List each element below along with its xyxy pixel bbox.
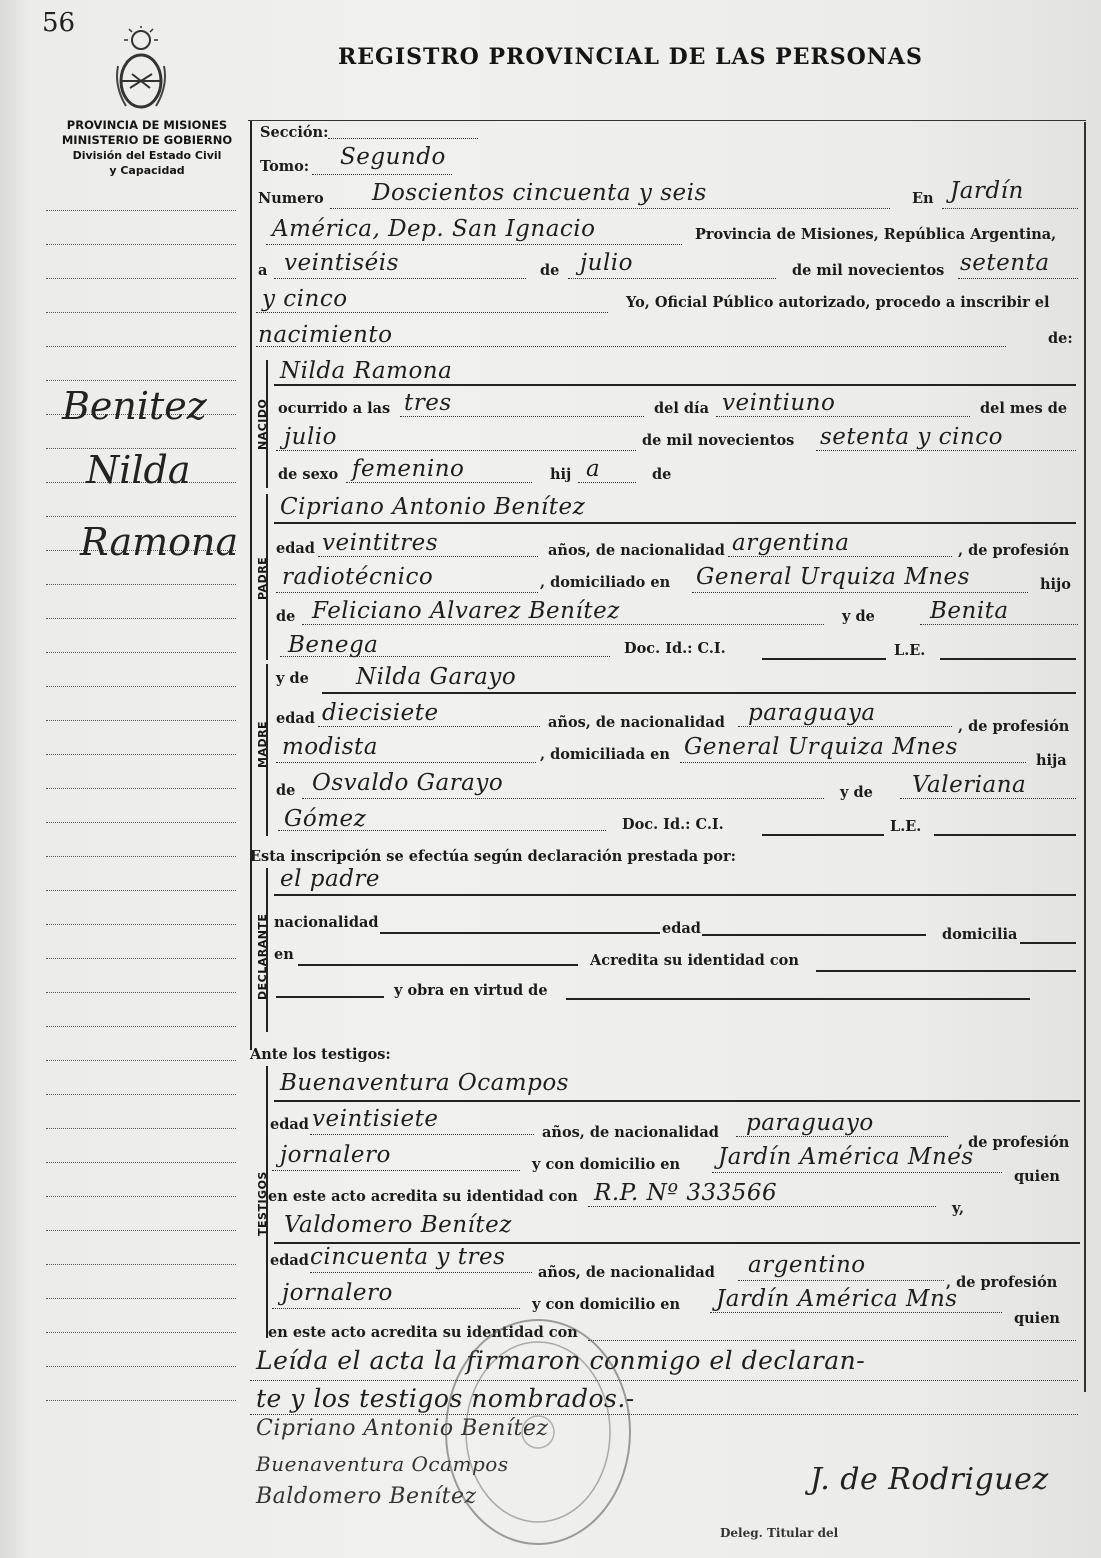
madre-edad-label: edad [276,710,315,727]
testigos-section-label: TESTIGOS [256,1171,269,1236]
margin-ruled-line [46,312,236,313]
madre-dom-label: , domiciliada en [540,746,670,763]
declarante-en-field [298,964,578,966]
padre-dom-field [692,592,1028,593]
day-value: veintiséis [284,250,399,276]
madre-mother-field-1 [900,798,1076,799]
declarante-domicilia-label: domicilia [942,926,1018,943]
padre-father-field [302,624,824,625]
margin-ruled-line [46,1060,236,1061]
t1-acredita-label: en este acto acredita su identidad con [268,1188,578,1205]
madre-nac-field [738,726,952,727]
nacido-name-value: Nilda Ramona [280,358,453,384]
padre-edad-field [318,556,538,557]
year-text: de mil novecientos [792,262,945,279]
t1-name-field [274,1100,1080,1102]
t2-quien-label: quien [1014,1310,1060,1327]
act-value: nacimiento [258,322,393,348]
margin-ruled-line [46,1162,236,1163]
margin-ruled-line [46,1128,236,1129]
t1-dom-value: Jardín América Mnes [718,1144,974,1170]
numero-label: Numero [258,190,324,207]
padre-nac-value: argentina [732,530,850,556]
t2-prof-label: , de profesión [946,1274,1058,1291]
t2-acredita-label: en este acto acredita su identidad con [268,1324,578,1341]
margin-ruled-line [46,652,236,653]
dept-line-2: MINISTERIO DE GOBIERNO [61,133,233,147]
padre-y-de-label: y de [842,608,875,625]
t1-nac-label: años, de nacionalidad [542,1124,719,1141]
sexo-value: femenino [352,456,465,482]
padre-doc-field [762,658,886,660]
t1-edad-label: edad [270,1116,309,1133]
madre-hija-label: hija [1036,752,1067,769]
declarante-id-field [276,996,384,998]
declarante-acredita-label: Acredita su identidad con [590,952,799,969]
numero-value: Doscientos cincuenta y seis [372,180,707,206]
padre-prof-field [276,592,538,593]
margin-ruled-line [46,958,236,959]
madre-mother-field-2 [278,830,606,831]
del-mes-label: del mes de [980,400,1068,417]
declarante-intro: Esta inscripción se efectúa según declaración prestada por: [250,848,736,865]
en-label: En [912,190,934,207]
dept-line-1: PROVINCIA DE MISIONES [66,118,228,132]
margin-ruled-line [46,1230,236,1231]
padre-le-label: L.E. [894,642,926,659]
margin-ruled-line [46,1196,236,1197]
t1-prof-value: jornalero [280,1142,391,1168]
padre-section-label: PADRE [256,556,269,600]
t1-quien-label: quien [1014,1168,1060,1185]
nacido-section-label: NACIDO [256,398,269,450]
nacido-name-field [274,384,1076,386]
margin-ruled-line [46,584,236,585]
place-field-1 [942,208,1078,209]
padre-edad-label: edad [276,540,315,557]
hour-value: tres [404,390,452,416]
declarante-nac-field [380,932,660,934]
declarante-value: el padre [280,866,381,892]
margin-ruled-line [46,890,236,891]
tomo-field [312,174,452,175]
main-top-border [248,120,1086,121]
padre-de-label: de [276,608,296,625]
declarante-nac-label: nacionalidad [274,914,379,931]
declarante-edad-field [702,934,926,936]
sexo-label: de sexo [278,466,339,483]
hij-label: hij [550,466,572,483]
t1-name-value: Buenaventura Ocampos [280,1070,569,1096]
madre-dom-field [680,762,1026,763]
margin-ruled-line [46,1026,236,1027]
t1-id-field [588,1206,936,1207]
madre-doc-label: Doc. Id.: C.I. [622,816,724,833]
tomo-label: Tomo: [260,158,310,175]
t1-nac-value: paraguayo [746,1110,874,1136]
t2-id-field [588,1340,1076,1341]
padre-dom-label: , domiciliado en [540,574,671,591]
margin-ruled-line [46,210,236,211]
madre-section-label: MADRE [256,720,269,768]
declarante-virtud-label: y obra en virtud de [394,982,548,999]
madre-dom-value: General Urquiza Mnes [684,734,958,760]
closing-line-1: Leída el acta la firmaron conmigo el declaran- [256,1346,866,1375]
t1-y-label: y, [952,1200,965,1217]
madre-prof-field [276,762,536,763]
birth-month-value: julio [284,424,338,450]
declarante-domicilia-field [1020,942,1076,944]
main-right-border [1084,122,1086,1392]
margin-ruled-line [46,1400,236,1401]
year-value-2: y cinco [262,286,348,312]
month-field [568,278,776,279]
numero-field [330,208,890,209]
madre-prof-value: modista [282,734,378,760]
t2-dom-value: Jardín América Mns [716,1286,958,1312]
t1-nac-field [736,1136,948,1137]
madre-le-field [934,834,1076,836]
year-value-1: setenta [960,250,1050,276]
signature-witness-2: Baldomero Benítez [256,1484,477,1509]
del-dia-label: del día [654,400,709,417]
declarante-field [274,894,1076,896]
madre-le-label: L.E. [890,818,922,835]
margin-ruled-line [46,856,236,857]
month-value: julio [580,250,634,276]
margin-ruled-line [46,822,236,823]
margin-ruled-line [46,924,236,925]
birth-month-field [276,450,636,451]
oficial-text: Yo, Oficial Público autorizado, procedo a inscribir el [626,294,1050,311]
madre-nac-label: años, de nacionalidad [548,714,725,731]
margin-given-name-1: Nilda [86,448,191,492]
margin-ruled-line [46,1298,236,1299]
padre-hijo-label: hijo [1040,576,1071,593]
a-label: a [258,262,268,279]
hij-value: a [586,456,601,482]
testigos-intro: Ante los testigos: [250,1046,391,1063]
t1-edad-value: veintisiete [312,1106,439,1132]
closing-field-2 [250,1414,1078,1415]
main-left-border [250,120,252,1050]
act-field [256,346,1006,347]
margin-ruled-line [46,1332,236,1333]
margin-surname: Benitez [62,384,207,428]
t1-id-value: R.P. Nº 333566 [594,1180,778,1206]
madre-nac-value: paraguaya [748,700,876,726]
margin-ruled-line [46,686,236,687]
seccion-label: Sección: [260,124,329,141]
closing-field-1 [250,1380,1078,1381]
place-value-1: Jardín [950,178,1024,204]
t2-edad-label: edad [270,1252,309,1269]
t2-prof-field [272,1308,520,1309]
margin-ruled-line [46,278,236,279]
birth-year-label: de mil novecientos [642,432,795,449]
provincia-text: Provincia de Misiones, República Argentina, [695,226,1057,243]
place-field-2 [266,244,682,245]
t1-prof-label: , de profesión [958,1134,1070,1151]
tomo-value: Segundo [340,144,446,170]
padre-prof-value: radiotécnico [282,564,434,590]
declarante-acredita-field [816,970,1076,972]
t1-dom-label: y con domicilio en [532,1156,681,1173]
padre-mother-field-2 [280,656,610,657]
t2-edad-value: cincuenta y tres [310,1244,506,1270]
birth-year-field [816,450,1076,451]
padre-le-field [940,658,1076,660]
padre-mother-value-2: Benega [288,632,379,658]
declarante-virtud-field [566,998,1030,1000]
t2-name-value: Valdomero Benítez [284,1212,512,1238]
official-signature: J. de Rodriguez [810,1462,1049,1497]
closing-line-2: te y los testigos nombrados.- [256,1384,635,1413]
t2-dom-label: y con domicilio en [532,1296,681,1313]
t1-dom-field [712,1172,1002,1173]
declarante-en-label: en [274,946,294,963]
margin-ruled-line [46,244,236,245]
margin-ruled-line [46,788,236,789]
margin-ruled-line [46,720,236,721]
department-block [52,118,242,178]
padre-mother-value-1: Benita [930,598,1009,624]
signature-declarant: Cipriano Antonio Benítez [256,1416,549,1441]
margin-given-name-2: Ramona [80,520,239,564]
page-title: REGISTRO PROVINCIAL DE LAS PERSONAS [338,44,923,70]
birth-year-value: setenta y cinco [820,424,1003,450]
page-number: 56 [42,8,76,38]
padre-doc-label: Doc. Id.: C.I. [624,640,726,657]
madre-de-label: de [276,782,296,799]
madre-name-field [322,692,1076,694]
madre-doc-field [762,834,884,836]
madre-name-value: Nilda Garayo [356,664,517,690]
coat-of-arms-icon [112,26,170,114]
madre-prof-label: , de profesión [958,718,1070,735]
madre-mother-value-1: Valeriana [912,772,1027,798]
margin-ruled-line [46,380,236,381]
padre-mother-field-1 [920,624,1078,625]
t2-nac-label: años, de nacionalidad [538,1264,715,1281]
birth-day-value: veintiuno [722,390,836,416]
sexo-field [346,482,532,483]
margin-ruled-line [46,516,236,517]
padre-dom-value: General Urquiza Mnes [696,564,970,590]
padre-nac-field [728,556,952,557]
margin-ruled-line [46,1094,236,1095]
margin-ruled-line [46,754,236,755]
hij-field [578,482,636,483]
birth-day-field [716,416,970,417]
t2-edad-field [310,1272,532,1273]
signature-witness-1: Buenaventura Ocampos [256,1452,509,1476]
madre-y-de-label: y de [276,670,309,687]
seccion-field [328,138,478,139]
de-label: de [540,262,560,279]
madre-father-field [302,798,824,799]
margin-ruled-line [46,346,236,347]
padre-edad-value: veintitres [322,530,439,556]
madre-father-value: Osvaldo Garayo [312,770,504,796]
year-field-1 [958,278,1078,279]
t2-dom-field [710,1312,1002,1313]
padre-name-value: Cipriano Antonio Benítez [280,494,586,520]
nacido-de-label: de [652,466,672,483]
dept-line-4: y Capacidad [109,164,185,177]
de-colon-label: de: [1048,330,1073,347]
madre-mother-value-2: Gómez [284,806,367,832]
hour-field [400,416,644,417]
t2-nac-value: argentino [748,1252,866,1278]
padre-father-value: Feliciano Alvarez Benítez [312,598,620,624]
t2-prof-value: jornalero [282,1280,393,1306]
official-seal-icon [440,1312,636,1552]
official-title: Deleg. Titular del [720,1526,839,1540]
madre-edad-field [318,726,540,727]
margin-ruled-line [46,1264,236,1265]
t1-edad-field [310,1134,534,1135]
day-field [274,278,526,279]
declarante-edad-label: edad [662,920,701,937]
margin-ruled-line [46,1366,236,1367]
madre-y-de2-label: y de [840,784,873,801]
padre-nac-label: años, de nacionalidad [548,542,725,559]
madre-edad-value: diecisiete [322,700,439,726]
dept-line-3: División del Estado Civil [72,149,222,162]
padre-prof-label: , de profesión [958,542,1070,559]
year-field-2 [256,312,608,313]
margin-ruled-line [46,618,236,619]
margin-ruled-line [46,992,236,993]
ocurrido-label: ocurrido a las [278,400,391,417]
padre-name-field [274,522,1076,524]
place-value-2: América, Dep. San Ignacio [272,216,596,242]
t2-nac-field [738,1280,944,1281]
t1-prof-field [272,1170,520,1171]
declarante-section-label: DECLARANTE [256,913,269,1000]
